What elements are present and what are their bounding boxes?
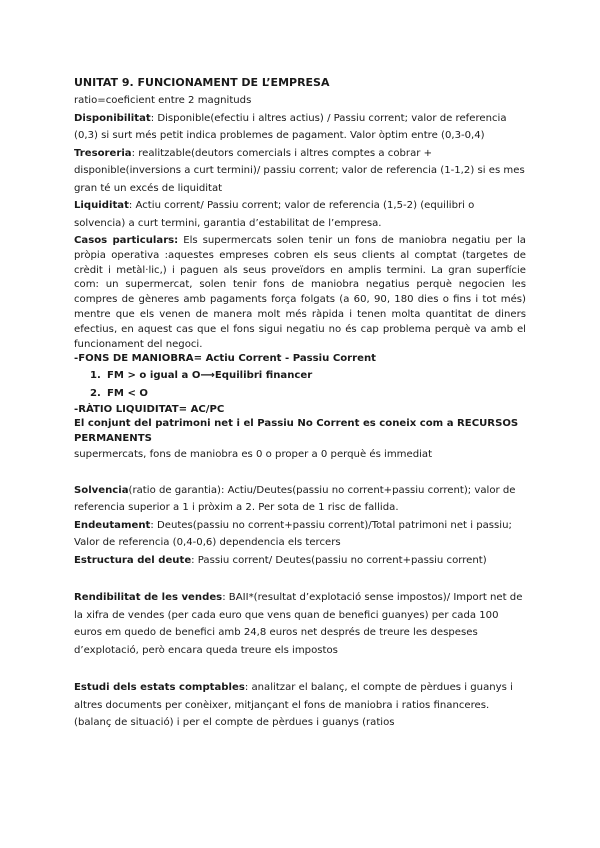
list-number: 2.: [90, 387, 101, 399]
tresoreria-text: : realitzable(deutors comercials i altres comptes a cobrar + disponible(inversions a curt termini)/ passiu corrent; valor de referencia (1-1,2) si es mes gran té un excés de liquiditat: [74, 147, 525, 194]
liquiditat-paragraph: [74, 197, 526, 232]
estructura-term: Estructura del deute: [74, 554, 192, 566]
ratio-definition: ratio=coeficient entre 2 magnituds: [74, 95, 252, 106]
spacer: [74, 659, 526, 679]
fons-maniobra-heading: -FONS DE MANIOBRA= Actiu Corrent - Passiu Corrent: [74, 353, 376, 365]
solvencia-text: (ratio de garantia): Actiu/Deutes(passiu no corrent+passiu corrent); valor de referencia superior a 1 i pròxim a 2. Per sota de 1 risc de fallida.: [74, 484, 516, 514]
ratio-liquiditat-heading: -RÀTIO LIQUIDITAT= AC/PC: [74, 403, 225, 415]
estructura-text: : Passiu corrent/ Deutes(passiu no corrent+passiu corrent): [191, 554, 487, 566]
solvencia-term: Solvencia: [74, 484, 129, 496]
disponibilitat-paragraph: [74, 110, 526, 145]
document-body: [74, 74, 526, 732]
tresoreria-term: Tresoreria: [74, 147, 132, 159]
recursos-permanents-heading: El conjunt del patrimoni net i el Passiu No Corrent es coneix com a RECURSOS PERMANENTS: [74, 418, 519, 444]
endeutament-term: Endeutament: [74, 519, 151, 531]
disponibilitat-term: Disponibilitat: [74, 112, 151, 124]
supermercats-note: supermercats, fons de maniobra es 0 o proper a 0 perquè és immediat: [74, 449, 433, 461]
liquiditat-term: Liquiditat: [74, 200, 129, 211]
casos-term: Casos particulars:: [74, 235, 179, 246]
list-text: FM > o igual a O⟶Equilibri financer: [107, 369, 313, 381]
fm-list: [74, 367, 526, 403]
casos-paragraph: [74, 234, 526, 352]
rendibilitat-paragraph: [74, 589, 526, 659]
estudi-paragraph: [74, 679, 526, 732]
casos-text: Els supermercats solen tenir un fons de maniobra negatiu per la pròpia operativa :aquestes empreses cobren els seus clients al comptat (targetes de crèdit i metàl·lic,) i paguen als seus proveïdors en amplis termini. La gran superfície com: un supermercat, solen tenir fons de maniobra negatius perquè negocien les compres de gèneres amb pagaments força folgats (a 60, 90, 180 dies o fins i tot més) mentre que els venen de manera molt més ràpida i tenen molta quantitat de diners efectius, en aquest cas que el fons sigui negatiu no és cap problema perquè va amb el funcionament del negoci.: [74, 235, 526, 350]
unit-title: UNITAT 9. FUNCIONAMENT DE L’EMPRESA: [74, 76, 330, 89]
endeutament-text: : Deutes(passiu no corrent+passiu corrent)/Total patrimoni net i passiu; Valor de referencia (0,4-0,6) dependencia els tercers: [74, 519, 512, 549]
solvencia-paragraph: [74, 482, 526, 517]
list-text: FM < O: [107, 387, 149, 399]
rendibilitat-term: Rendibilitat de les vendes: [74, 592, 223, 604]
tresoreria-paragraph: [74, 145, 526, 198]
list-number: 1.: [90, 369, 101, 381]
endeutament-paragraph: [74, 517, 526, 552]
spacer: [74, 569, 526, 589]
estudi-text: : analitzar el balanç, el compte de pèrdues i guanys i altres documents per conèixer, mitjançant el fons de maniobra i ratios financeres.(balanç de situació) i per el compte de pèrdues i guanys (ratios: [74, 682, 513, 729]
estructura-paragraph: [74, 552, 526, 570]
estudi-term: Estudi dels estats comptables: [74, 682, 245, 694]
spacer: [74, 464, 526, 482]
liquiditat-text: : Actiu corrent/ Passiu corrent; valor de referencia (1,5-2) (equilibri o solvencia) a curt termini, garantia d’estabilitat de l’empresa.: [74, 200, 475, 229]
disponibilitat-text: : Disponible(efectiu i altres actius) / Passiu corrent; valor de referencia (0,3) si surt més petit indica problemes de pagament. Valor òptim entre (0,3-0,4): [74, 112, 507, 141]
rendibilitat-text: : BAII*(resultat d’explotació sense impostos)/ Import net de la xifra de vendes (per cada euro que vens quan de benefici guanyes) per cada 100 euros em quedo de benefici amb 24,8 euros net després de treure les despeses d’explotació, però encara queda treure els impostos: [74, 592, 523, 656]
list-item: [74, 385, 526, 403]
list-item: [74, 367, 526, 385]
